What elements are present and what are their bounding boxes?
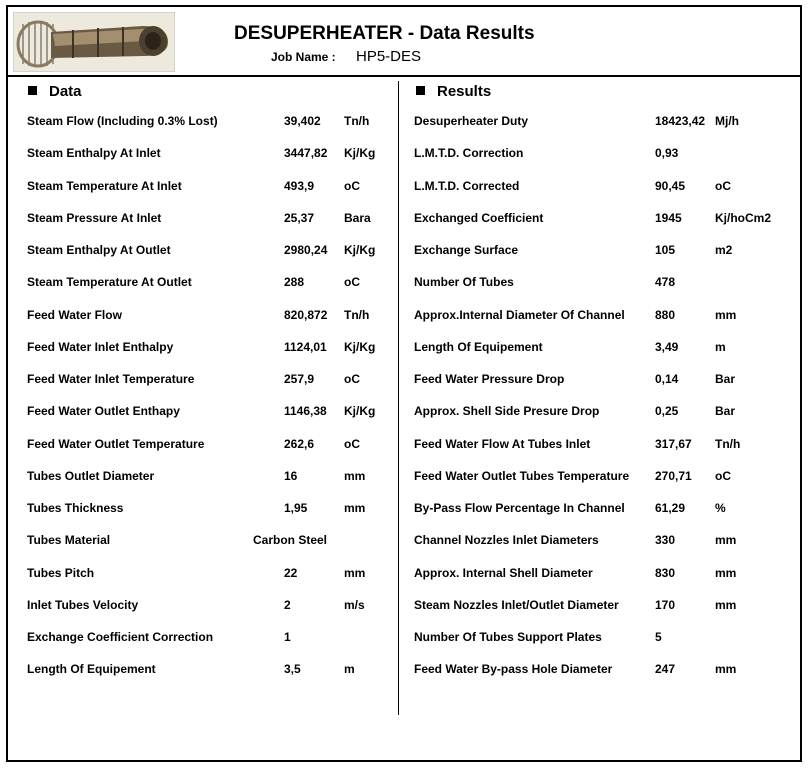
list-item (27, 531, 397, 563)
parameter-value: 247 (655, 662, 676, 677)
parameter-label: Feed Water Outlet Temperature (27, 436, 205, 451)
results-section-title (416, 83, 491, 100)
parameter-label: Tubes Outlet Diameter (27, 468, 155, 483)
parameter-value: 317,67 (655, 436, 692, 451)
parameter-unit: m/s (344, 597, 365, 612)
parameter-unit: oC (344, 275, 360, 290)
parameter-unit: Tn/h (344, 307, 370, 322)
parameter-unit: Bar (715, 404, 736, 419)
parameter-label: Feed Water Inlet Temperature (27, 372, 195, 386)
parameter-label: Steam Temperature At Outlet (27, 275, 192, 290)
report-sheet (6, 5, 802, 762)
list-item (414, 273, 800, 305)
parameter-unit: oC (344, 436, 360, 451)
list-item (414, 241, 800, 273)
list-item (27, 596, 397, 628)
parameter-label: Steam Enthalpy At Inlet (27, 146, 161, 161)
list-item (414, 306, 800, 338)
list-item (27, 435, 397, 467)
list-item (27, 628, 397, 660)
parameter-value: 5 (655, 630, 662, 644)
results-list (414, 112, 800, 693)
parameter-label: Approx.Internal Diameter Of Channel (414, 307, 625, 322)
parameter-value: 1124,01 (284, 339, 327, 354)
list-item (27, 144, 397, 176)
parameter-label: Feed Water Pressure Drop (414, 372, 565, 386)
parameter-label: Inlet Tubes Velocity (27, 597, 139, 612)
parameter-unit: oC (715, 178, 731, 193)
parameter-label: Number Of Tubes Support Plates (414, 630, 602, 644)
parameter-value: 3,5 (284, 662, 301, 677)
parameter-label: L.M.T.D. Corrected (414, 178, 520, 193)
parameter-label: Channel Nozzles Inlet Diameters (414, 533, 599, 548)
parameter-value: 288 (284, 275, 305, 290)
list-item (27, 209, 397, 241)
parameter-label: Steam Nozzles Inlet/Outlet Diameter (414, 597, 619, 612)
list-item (27, 499, 397, 531)
parameter-unit: mm (715, 565, 737, 580)
parameter-value: 493,9 (284, 178, 315, 193)
parameter-value: 105 (655, 243, 676, 257)
parameter-label: Exchanged Coefficient (414, 210, 544, 225)
parameter-unit: mm (715, 662, 737, 677)
parameter-value: 880 (655, 307, 676, 322)
parameter-label: Feed Water By-pass Hole Diameter (414, 662, 613, 677)
list-item (27, 660, 397, 692)
parameter-unit: m (344, 662, 355, 677)
parameter-unit: mm (344, 468, 366, 483)
parameter-unit: oC (344, 178, 360, 193)
parameter-label: Exchange Coefficient Correction (27, 630, 214, 644)
list-item (414, 112, 800, 144)
parameter-value: 1146,38 (284, 404, 327, 419)
parameter-unit: Bara (344, 210, 371, 225)
parameter-label: L.M.T.D. Correction (414, 146, 524, 161)
list-item (27, 402, 397, 434)
parameter-label: Approx. Internal Shell Diameter (414, 565, 593, 580)
parameter-value: 1945 (655, 210, 682, 225)
parameter-label: Desuperheater Duty (414, 114, 529, 128)
parameter-unit: Mj/h (715, 114, 739, 128)
list-item (414, 531, 800, 563)
parameter-label: Steam Flow (Including 0.3% Lost) (27, 114, 218, 128)
parameter-label: Length Of Equipement (414, 339, 543, 354)
parameter-label: Steam Temperature At Inlet (27, 178, 182, 193)
desuperheater-image (13, 12, 175, 72)
list-item (27, 467, 397, 499)
parameter-unit: Kj/Kg (344, 243, 376, 257)
list-item (27, 177, 397, 209)
parameter-value: 0,93 (655, 146, 679, 161)
list-item (27, 241, 397, 273)
parameter-value: 262,6 (284, 436, 315, 451)
list-item (414, 209, 800, 241)
list-item (414, 144, 800, 176)
data-list (27, 112, 397, 693)
list-item (27, 306, 397, 338)
parameter-value: 3447,82 (284, 146, 328, 161)
list-item (414, 402, 800, 434)
parameter-value: 39,402 (284, 114, 321, 128)
parameter-value: 3,49 (655, 339, 679, 354)
parameter-unit: mm (344, 501, 366, 515)
parameter-value: 1,95 (284, 501, 308, 515)
list-item (414, 467, 800, 499)
square-bullet-icon (28, 86, 37, 95)
list-item (414, 370, 800, 402)
column-divider (398, 81, 399, 715)
parameter-label: Feed Water Outlet Tubes Temperature (414, 468, 630, 483)
list-item (27, 112, 397, 144)
list-item (414, 177, 800, 209)
parameter-value: 478 (655, 275, 676, 290)
parameter-value: 830 (655, 565, 676, 580)
parameter-label: Feed Water Flow (27, 307, 122, 322)
results-section-label: Results (437, 83, 492, 100)
parameter-label: Steam Enthalpy At Outlet (27, 243, 171, 257)
list-item (414, 628, 800, 660)
parameter-label: Feed Water Outlet Enthapy (27, 404, 180, 419)
parameter-value: 170 (655, 597, 676, 612)
data-section-title (28, 83, 82, 100)
list-item (27, 370, 397, 402)
parameter-unit: % (715, 501, 726, 515)
parameter-label: Tubes Material (27, 533, 111, 548)
report-title: DESUPERHEATER - Data Results (234, 23, 535, 44)
list-item (414, 435, 800, 467)
parameter-unit: mm (715, 533, 737, 548)
parameter-value: 0,25 (655, 404, 679, 419)
parameter-label: Steam Pressure At Inlet (27, 210, 162, 225)
parameter-value: 2980,24 (284, 243, 328, 257)
parameter-value: 25,37 (284, 210, 315, 225)
parameter-unit: Kj/Kg (344, 404, 376, 419)
parameter-unit: m2 (715, 243, 733, 257)
parameter-value: 0,14 (655, 372, 679, 386)
job-name-label: Job Name : (271, 50, 336, 64)
list-item (27, 273, 397, 305)
parameter-value: 1 (284, 630, 291, 644)
list-item (414, 564, 800, 596)
list-item (414, 499, 800, 531)
parameter-unit: mm (344, 565, 366, 580)
job-name-value: HP5-DES (356, 48, 422, 65)
parameter-unit: Kj/Kg (344, 339, 376, 354)
parameter-value: 90,45 (655, 178, 686, 193)
list-item (414, 338, 800, 370)
parameter-label: Feed Water Flow At Tubes Inlet (414, 436, 591, 451)
parameter-label: Number Of Tubes (414, 275, 514, 290)
parameter-value: Carbon Steel (253, 533, 328, 548)
parameter-value: 257,9 (284, 372, 315, 386)
parameter-value: 61,29 (655, 501, 686, 515)
square-bullet-icon (416, 86, 425, 95)
parameter-unit: Kj/Kg (344, 146, 376, 161)
parameter-label: Length Of Equipement (27, 662, 156, 677)
parameter-label: Tubes Thickness (27, 501, 124, 515)
parameter-unit: Tn/h (715, 436, 741, 451)
parameter-label: By-Pass Flow Percentage In Channel (414, 501, 625, 515)
list-item (27, 338, 397, 370)
parameter-unit: mm (715, 307, 737, 322)
parameter-label: Exchange Surface (414, 243, 519, 257)
parameter-unit: Bar (715, 372, 736, 386)
parameter-value: 22 (284, 565, 298, 580)
parameter-label: Tubes Pitch (27, 565, 95, 580)
parameter-unit: oC (344, 372, 360, 386)
equipment-photo (13, 12, 175, 72)
parameter-label: Approx. Shell Side Presure Drop (414, 404, 600, 419)
data-section-label: Data (49, 83, 82, 100)
list-item (414, 660, 800, 692)
parameter-unit: m (715, 339, 726, 354)
parameter-unit: oC (715, 468, 731, 483)
list-item (27, 564, 397, 596)
parameter-unit: Tn/h (344, 114, 370, 128)
parameter-value: 2 (284, 597, 291, 612)
report-header (8, 7, 800, 77)
parameter-value: 16 (284, 468, 298, 483)
parameter-value: 330 (655, 533, 676, 548)
parameter-label: Feed Water Inlet Enthalpy (27, 339, 174, 354)
parameter-value: 18423,42 (655, 114, 706, 128)
parameter-value: 820,872 (284, 307, 328, 322)
list-item (414, 596, 800, 628)
parameter-value: 270,71 (655, 468, 692, 483)
parameter-unit: mm (715, 597, 737, 612)
parameter-unit: Kj/hoCm2 (715, 210, 772, 225)
